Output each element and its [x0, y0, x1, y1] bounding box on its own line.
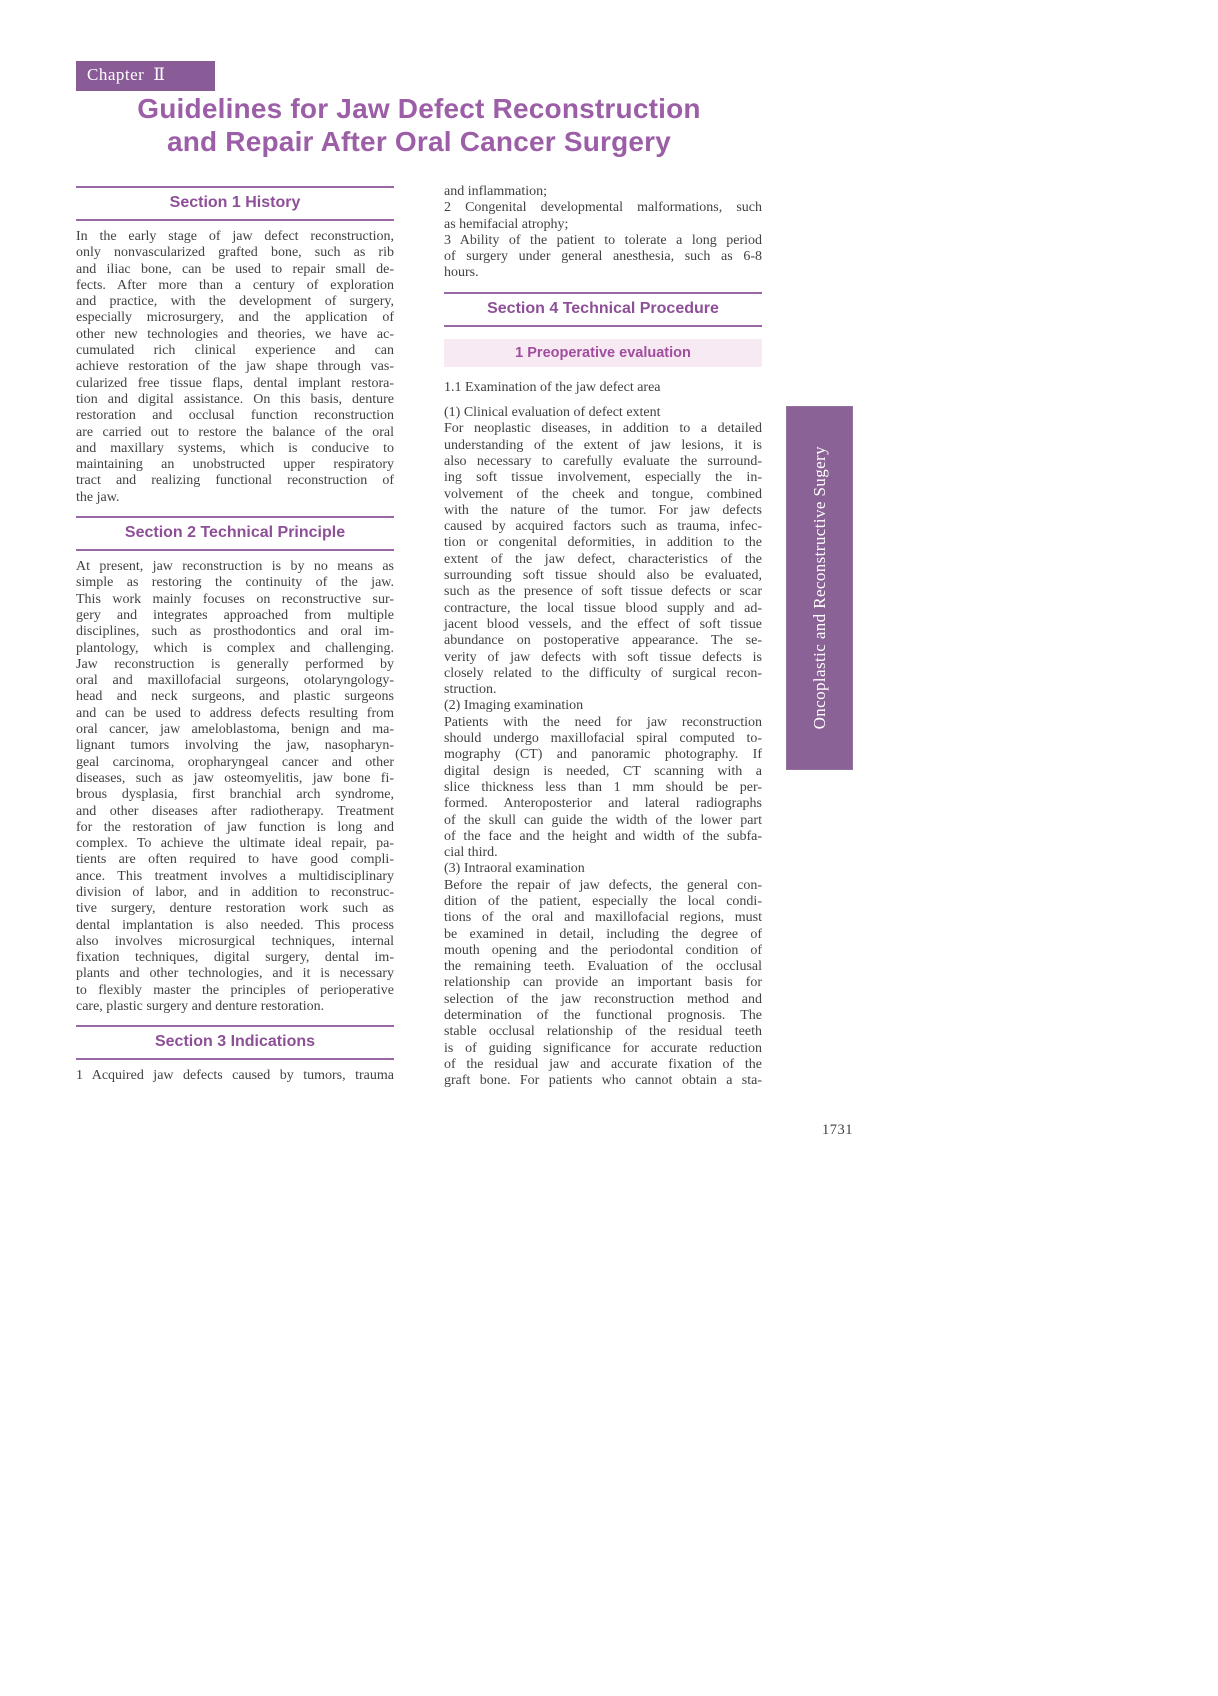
text-line: stable occlusal relationship of the residual teeth	[444, 1024, 762, 1040]
text-line: brous dysplasia, first branchial arch syndrome,	[76, 787, 394, 803]
text-line: For neoplastic diseases, in addition to a detailed	[444, 421, 762, 437]
text-line: division of labor, and in addition to reconstruc-	[76, 884, 394, 900]
text-line: hours.	[444, 265, 479, 281]
text-line: and inflammation;	[444, 184, 548, 199]
text-line: such as the presence of soft tissue defects or scar	[444, 584, 762, 600]
text-line: Jaw reconstruction is generally performed by	[76, 656, 394, 672]
text-line: dental implantation is also needed. This process	[76, 917, 394, 933]
text-line: formed. Anteroposterior and lateral radiographs	[444, 796, 762, 812]
text-line: with the nature of the tumor. For jaw defects	[444, 502, 762, 518]
chapter-numeral: Ⅱ	[153, 65, 166, 84]
text-line: and iliac bone, can be used to repair small de-	[76, 261, 394, 277]
subsection-heading: 1.1 Examination of the jaw defect area	[444, 379, 661, 395]
paragraph	[76, 229, 394, 506]
text-line: the jaw.	[76, 489, 120, 505]
text-line: ing soft tissue involvement, especially the in-	[444, 470, 762, 486]
text-line: also involves microsurgical techniques, internal	[76, 933, 394, 949]
text-line: (1) Clinical evaluation of defect extent	[444, 405, 661, 421]
text-line: verity of jaw defects with soft tissue defects is	[444, 649, 762, 665]
text-line: caused by acquired factors such as trauma, infec-	[444, 519, 762, 535]
text-line: In the early stage of jaw defect reconstruction,	[76, 229, 394, 244]
text-line: oral cancer, jaw ameloblastoma, benign and ma-	[76, 722, 394, 738]
text-line: 2 Congenital developmental malformations, such	[444, 200, 762, 216]
text-line: as hemifacial atrophy;	[444, 216, 569, 232]
text-line: (2) Imaging examination	[444, 698, 584, 714]
text-line: be examined in detail, including the degree of	[444, 926, 762, 942]
text-line: 3 Ability of the patient to tolerate a long period	[444, 232, 762, 248]
chapter-badge	[76, 61, 215, 91]
text-line: achieve restoration of the jaw shape through vas-	[76, 359, 394, 375]
text-line: determination of the functional prognosis. The	[444, 1008, 762, 1024]
text-line: graft bone. For patients who cannot obtain a sta-	[444, 1073, 762, 1089]
text-line: oral and maxillofacial surgeons, otolaryngology-	[76, 673, 394, 689]
text-line: mography (CT) and panoramic photography. If	[444, 747, 762, 763]
text-line: and practice, with the development of surgery,	[76, 294, 394, 310]
text-line: of the face and the height and width of the subfa-	[444, 828, 762, 844]
text-line: struction.	[444, 682, 497, 698]
text-line: selection of the jaw reconstruction method and	[444, 991, 762, 1007]
text-line: especially microsurgery, and the application of	[76, 310, 394, 326]
text-line: dition of the patient, especially the local condi-	[444, 893, 762, 909]
text-line: plants and other technologies, and it is necessary	[76, 966, 394, 982]
text-line: fixation techniques, digital surgery, dental im-	[76, 950, 394, 966]
subsection-band: 1 Preoperative evaluation	[444, 339, 762, 367]
text-line: plantology, which is complex and challenging.	[76, 640, 394, 656]
text-line: is of guiding significance for accurate reduction	[444, 1040, 762, 1056]
text-line: tions of the oral and maxillofacial regions, must	[444, 910, 762, 926]
paragraph	[76, 1068, 394, 1084]
text-line: lignant tumors involving the jaw, nasopharyn-	[76, 738, 394, 754]
text-line: also necessary to carefully evaluate the surround-	[444, 453, 762, 469]
section-header: Section 4 Technical Procedure	[444, 292, 762, 327]
text-line: diseases, such as jaw osteomyelitis, jaw bone fi-	[76, 770, 394, 786]
text-line: for the restoration of jaw function is long and	[76, 819, 394, 835]
text-line: slice thickness less than 1 mm should be per-	[444, 779, 762, 795]
text-line: maintaining an unobstructed upper respiratory	[76, 457, 394, 473]
paragraph	[444, 184, 762, 282]
text-line: simple as restoring the continuity of the jaw.	[76, 575, 394, 591]
text-line: fects. After more than a century of exploration	[76, 277, 394, 293]
text-line: cumulated rich clinical experience and can	[76, 343, 394, 359]
text-line: disciplines, such as prosthodontics and oral im-	[76, 624, 394, 640]
text-line: Patients with the need for jaw reconstruction	[444, 714, 762, 730]
text-line: should undergo maxillofacial spiral computed to-	[444, 731, 762, 747]
text-line: tract and realizing functional reconstruction of	[76, 473, 394, 489]
text-line: ance. This treatment involves a multidisciplinary	[76, 868, 394, 884]
text-line: of the residual jaw and accurate fixation of the	[444, 1056, 762, 1072]
text-line: the remaining teeth. Evaluation of the occlusal	[444, 959, 762, 975]
page-number: 1731	[822, 1122, 853, 1138]
section-side-tab	[786, 406, 853, 770]
text-line: tion or congenital deformities, in addition to the	[444, 535, 762, 551]
section-header: Section 3 Indications	[76, 1025, 394, 1060]
column-left	[76, 186, 394, 1085]
text-line: 1 Acquired jaw defects caused by tumors, trauma	[76, 1068, 394, 1084]
text-line: surrounding soft tissue should also be evaluated,	[444, 568, 762, 584]
text-line: cial third.	[444, 845, 498, 861]
section-header: Section 2 Technical Principle	[76, 516, 394, 551]
text-line: tion and digital assistance. On this basis, denture	[76, 391, 394, 407]
text-line: gery and integrates approached from multiple	[76, 607, 394, 623]
column-right	[444, 184, 762, 1090]
text-line: care, plastic surgery and denture restoration.	[76, 999, 325, 1015]
text-line: and can be used to address defects resulting from	[76, 705, 394, 721]
paragraph	[76, 559, 394, 1015]
text-line: closely related to the difficulty of surgical recon-	[444, 665, 762, 681]
text-line: mouth opening and the periodontal condition of	[444, 942, 762, 958]
text-line: tients are often required to have good compli-	[76, 852, 394, 868]
text-line: complex. To achieve the ultimate ideal repair, pa-	[76, 836, 394, 852]
text-line: abundance on postoperative appearance. The se-	[444, 633, 762, 649]
page-title-line2: and Repair After Oral Cancer Surgery	[166, 126, 672, 157]
text-line: and other diseases after radiotherapy. Treatment	[76, 803, 394, 819]
text-line: (3) Intraoral examination	[444, 861, 585, 877]
text-line: contracture, the local tissue blood supply and ad-	[444, 600, 762, 616]
text-line: cularized free tissue flaps, dental implant restora-	[76, 375, 394, 391]
text-line: tive surgery, denture restoration work such as	[76, 901, 394, 917]
text-line: and maxillary systems, which is conducive to	[76, 440, 394, 456]
text-line: understanding of the extent of jaw lesions, it is	[444, 437, 762, 453]
side-tab-label: Oncoplastic and Reconstructive Sugery	[809, 446, 829, 730]
paragraph	[444, 405, 762, 1089]
text-line: At present, jaw reconstruction is by no means as	[76, 559, 394, 575]
text-line: of surgery under general anesthesia, such as 6-8	[444, 249, 762, 265]
text-line: geal carcinoma, oropharyngeal cancer and other	[76, 754, 394, 770]
text-line: to flexibly master the principles of perioperative	[76, 982, 394, 998]
text-line: head and neck surgeons, and plastic surgeons	[76, 689, 394, 705]
section-header: Section 1 History	[76, 186, 394, 221]
text-line: This work mainly focuses on reconstructive sur-	[76, 591, 394, 607]
text-line: digital design is needed, CT scanning with a	[444, 763, 762, 779]
text-line: of the skull can guide the width of the lower part	[444, 812, 762, 828]
text-line: are carried out to restore the balance of the oral	[76, 424, 394, 440]
text-line: extent of the jaw defect, characteristics of the	[444, 551, 762, 567]
text-line: Before the repair of jaw defects, the general con-	[444, 877, 762, 893]
text-line: other new technologies and theories, we have ac-	[76, 326, 394, 342]
text-line: only nonvascularized grafted bone, such as rib	[76, 245, 394, 261]
text-line: volvement of the cheek and tongue, combined	[444, 486, 762, 502]
page-title-line1: Guidelines for Jaw Defect Reconstruction	[137, 93, 701, 124]
text-line: restoration and occlusal function reconstruction	[76, 408, 394, 424]
page-title	[76, 92, 762, 158]
text-line: jacent blood vessels, and the effect of soft tissue	[444, 616, 762, 632]
chapter-label: Chapter	[87, 65, 145, 84]
text-line: relationship can provide an important basis for	[444, 975, 762, 991]
